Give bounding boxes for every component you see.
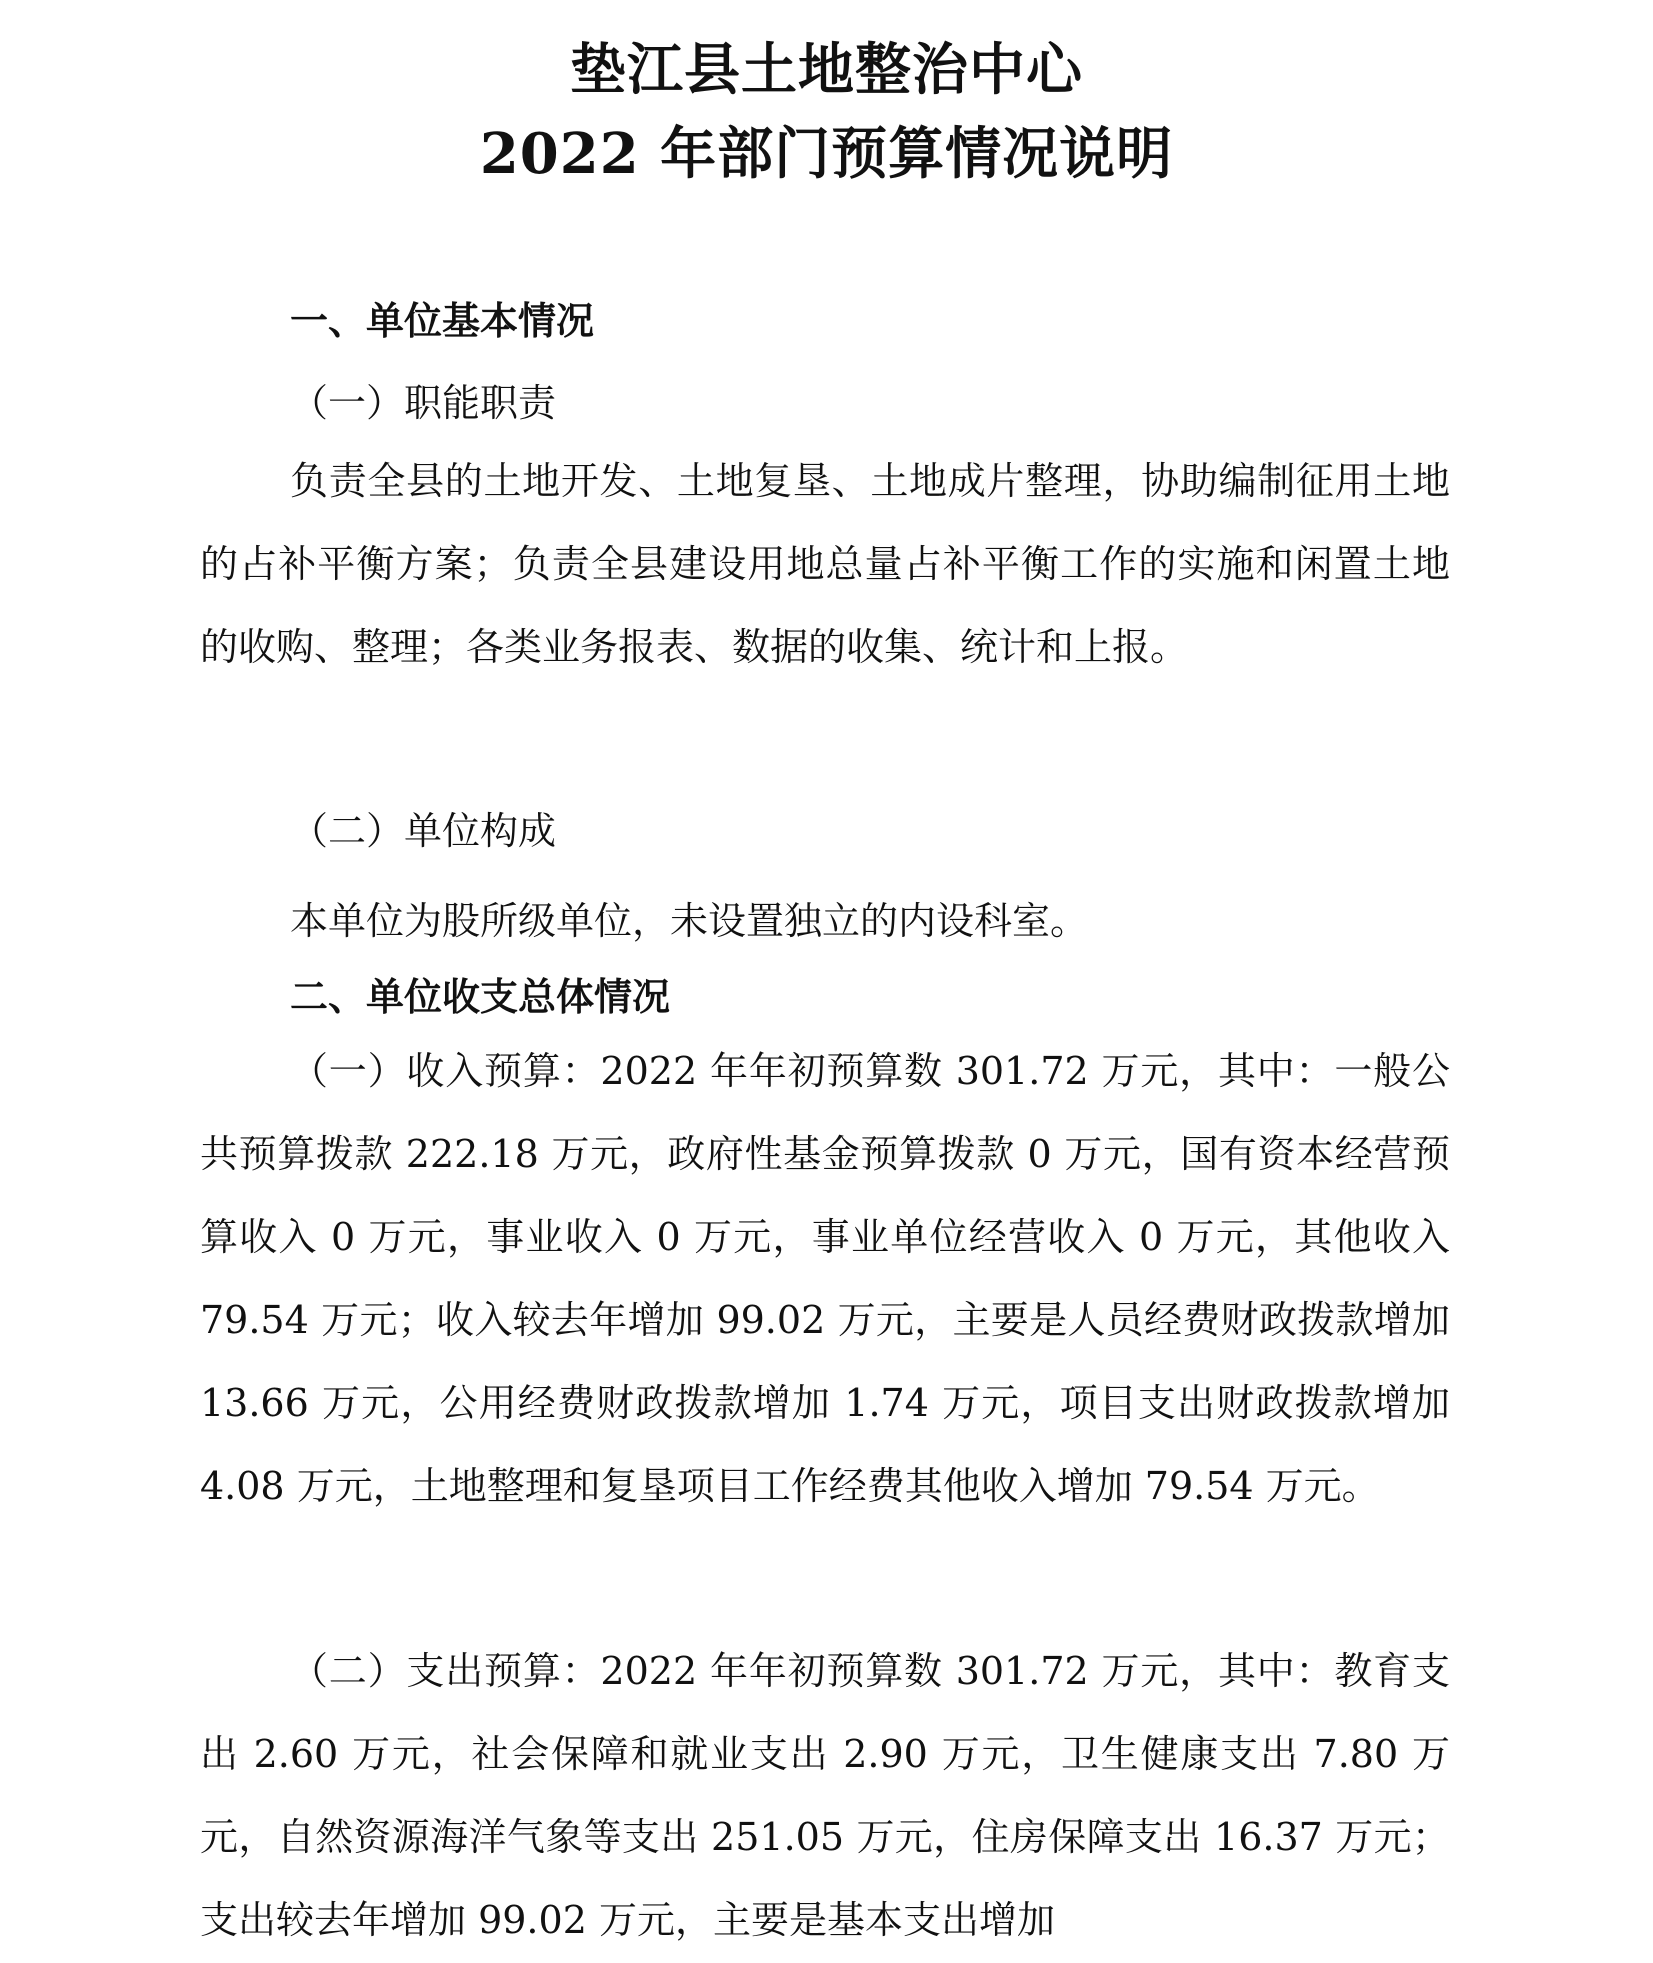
paragraph-income-budget [200, 1030, 1450, 1528]
expense-budget-body: 2022 年年初预算数 301.72 万元，其中：教育支出 2.60 万元，社会保障和就业支出 2.90 万元，卫生健康支出 7.80 万元，自然资源海洋气象等支出 251.05 万元，住房保障支出 16.37 万元；支出较去年增加 99.02 万元，主要是基本支出增加 [200, 1649, 1450, 1942]
document-title-line-2: 2022 年部门预算情况说明 [479, 121, 1174, 187]
paragraph-expense-budget [200, 1630, 1450, 1962]
paragraph-composition: 本单位为股所级单位，未设置独立的内设科室。 [290, 899, 1089, 943]
section-heading-revenue-expenditure: 二、单位收支总体情况 [290, 975, 671, 1019]
income-budget-label: （一）收入预算： [290, 1049, 601, 1093]
document-title-line-1: 垫江县土地整治中心 [570, 37, 1083, 103]
income-budget-body: 2022 年年初预算数 301.72 万元，其中：一般公共预算拨款 222.18 万元，政府性基金预算拨款 0 万元，国有资本经营预算收入 0 万元，事业收入 0 万元，事业单位经营收入 0 万元，其他收入 79.54 万元；收入较去年增加 99.02 万元，主要是人员经费财政拨款增加 13.66 万元，公用经费财政拨款增加 1.74 万元，项目支出财政拨款增加 4.08 万元，土地整理和复垦项目工作经费其他收入增加 79.54 万元。 [200, 1049, 1450, 1508]
paragraph-duties: 负责全县的土地开发、土地复垦、土地成片整理，协助编制征用土地的占补平衡方案；负责全县建设用地总量占补平衡工作的实施和闲置土地的收购、整理；各类业务报表、数据的收集、统计和上报。 [200, 459, 1450, 669]
expense-budget-label: （二）支出预算： [290, 1649, 601, 1693]
section-heading-basic-info: 一、单位基本情况 [290, 299, 595, 343]
subheading-composition: （二）单位构成 [290, 809, 557, 853]
subheading-duties: （一）职能职责 [290, 381, 557, 425]
